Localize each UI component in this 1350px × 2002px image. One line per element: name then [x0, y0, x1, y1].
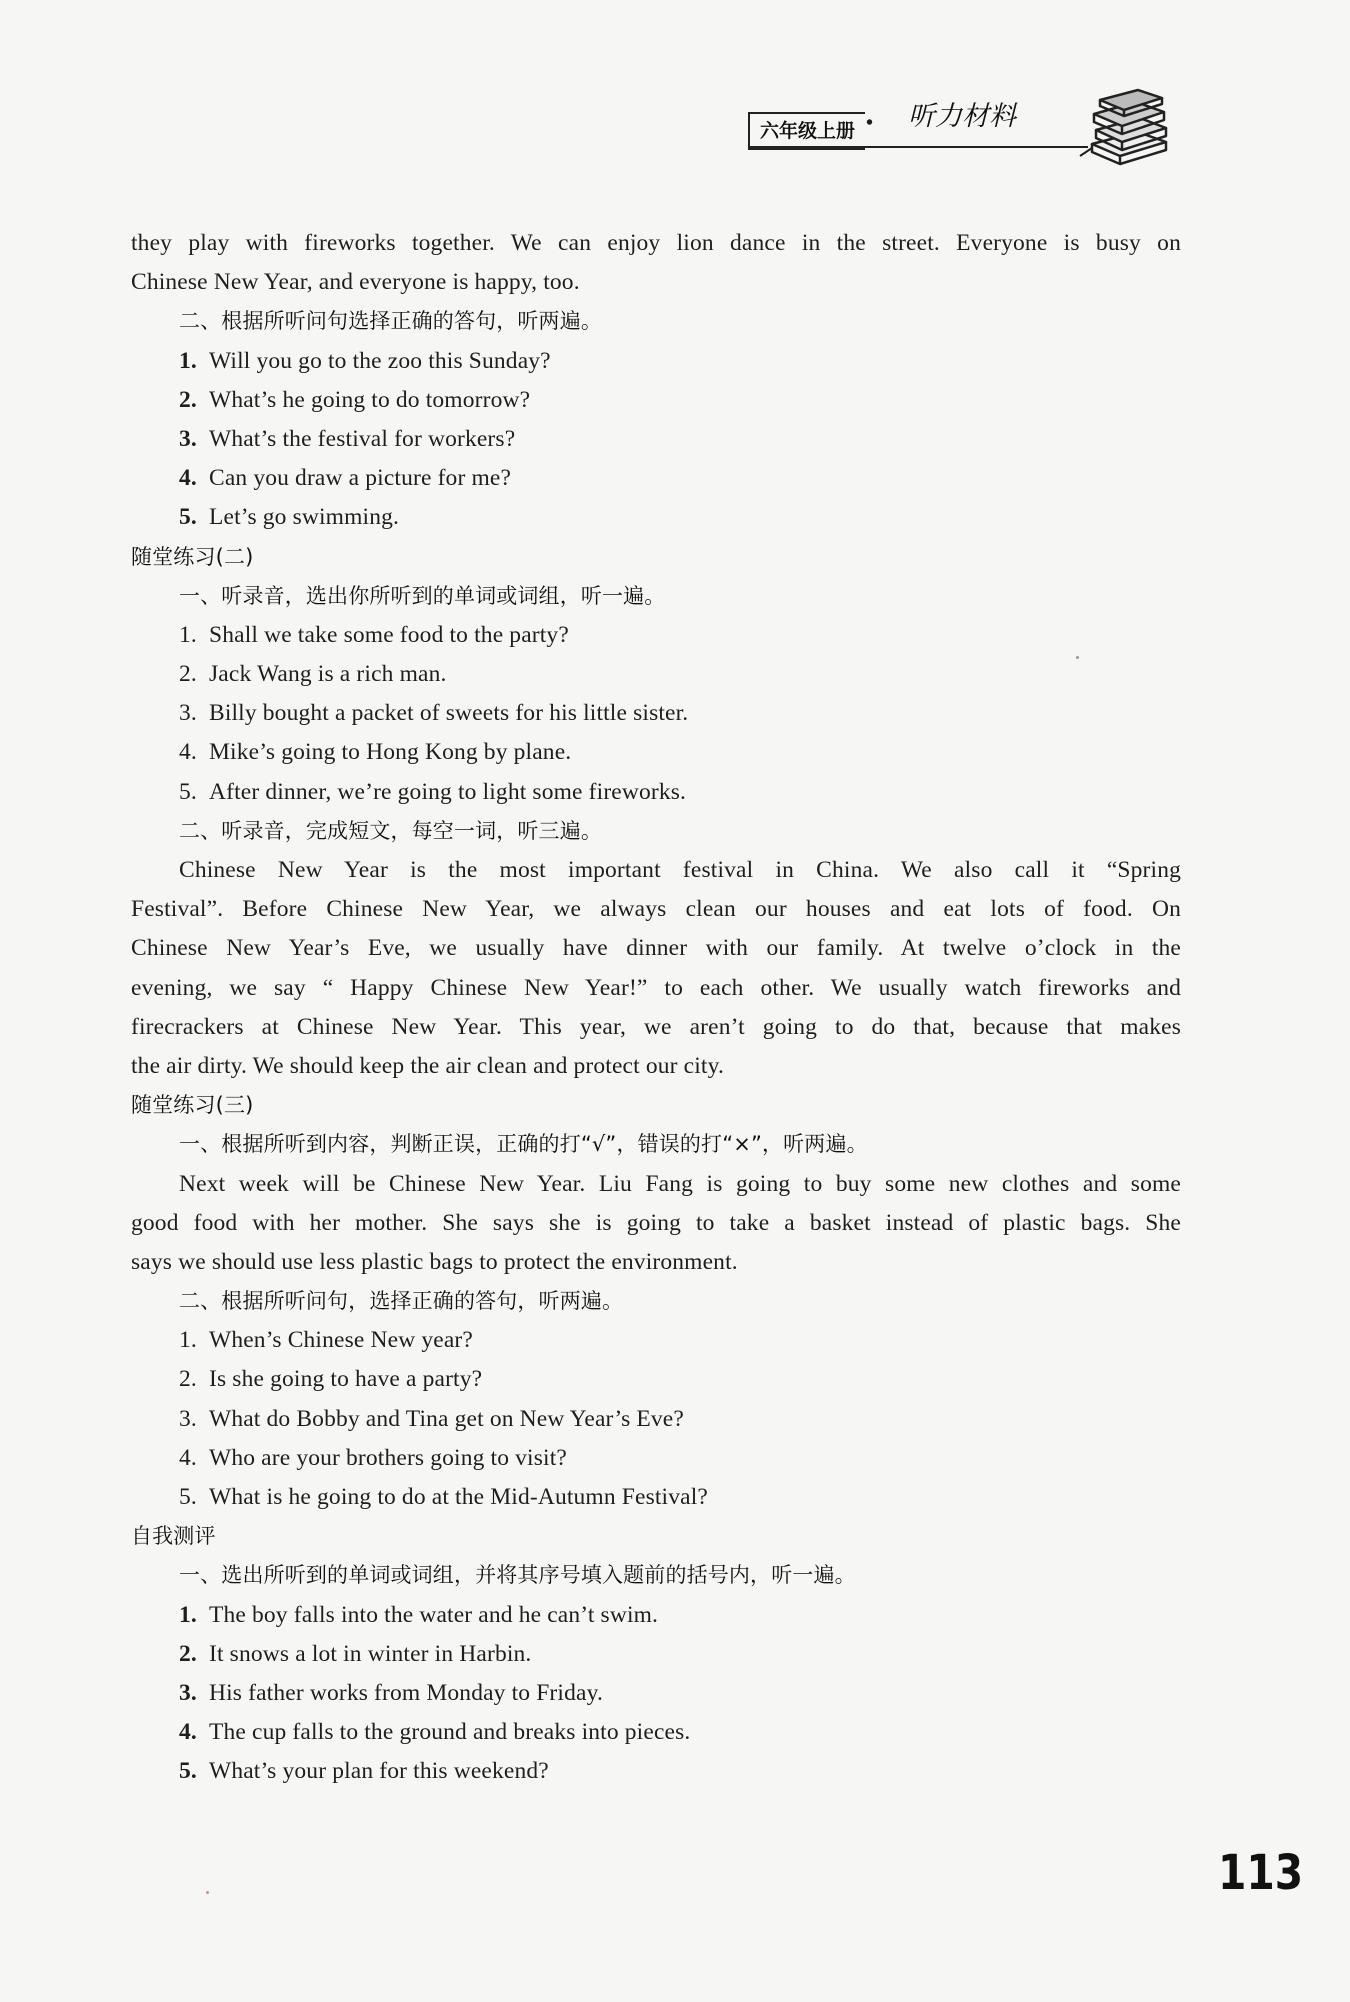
list-item	[131, 773, 1181, 812]
item-number: 2.	[179, 661, 197, 688]
paragraph-line: says we should use less plastic bags to protect the environment.	[131, 1248, 738, 1275]
list-item	[131, 1400, 1181, 1439]
item-number: 4.	[179, 465, 197, 492]
paragraph-line: firecrackers at Chinese New Year. This year, we aren’t going to do that, because that makes	[131, 1013, 1181, 1040]
item-text: What is he going to do at the Mid-Autumn Festival?	[209, 1484, 708, 1510]
exercise-instruction: 二、听录音，完成短文，每空一词，听三遍。	[179, 818, 602, 843]
item-text: What’s the festival for workers?	[209, 425, 516, 452]
section-heading: 随堂练习(二)	[131, 544, 254, 569]
list-item	[131, 1360, 1181, 1399]
item-text: After dinner, we’re going to light some fireworks.	[209, 778, 687, 805]
listening-material-text	[131, 224, 1181, 1792]
item-number: 2.	[179, 386, 197, 413]
list-item	[131, 420, 1181, 459]
exercise-instruction: 一、根据所听到内容，判断正误，正确的打“√”，错误的打“×”，听两遍。	[179, 1132, 868, 1157]
paragraph-line: Festival”. Before Chinese New Year, we always clean our houses and eat lots of food. On	[131, 896, 1181, 923]
list-item	[131, 616, 1181, 655]
grade-label: 六年级上册	[748, 112, 865, 150]
exercise-instruction: 一、选出所听到的单词或词组，并将其序号填入题前的括号内，听一遍。	[179, 1563, 856, 1588]
item-number: 1.	[179, 1601, 197, 1628]
paragraph-line: Next week will be Chinese New Year. Liu Fang is going to buy some new clothes and some	[179, 1170, 1181, 1197]
list-item	[131, 1596, 1181, 1635]
list-item	[131, 1439, 1181, 1478]
item-number: 3.	[179, 425, 197, 452]
item-text: What’s your plan for this weekend?	[209, 1758, 549, 1785]
item-number: 5.	[179, 1758, 197, 1785]
exercise-instruction: 一、听录音，选出你所听到的单词或词组，听一遍。	[179, 583, 666, 608]
item-text: Let’s go swimming.	[209, 504, 400, 531]
list-item	[131, 342, 1181, 381]
list-item	[131, 1321, 1181, 1360]
list-item	[131, 1713, 1181, 1752]
paragraph-line: Chinese New Year, and everyone is happy, too.	[131, 269, 580, 296]
item-number: 3.	[179, 700, 197, 727]
item-text: Shall we take some food to the party?	[209, 621, 569, 648]
item-text: Who are your brothers going to visit?	[209, 1444, 567, 1471]
section-heading: 自我测评	[131, 1524, 216, 1549]
exercise-instruction: 二、根据所听问句选择正确的答句，听两遍。	[179, 309, 602, 334]
item-text: What’s he going to do tomorrow?	[209, 386, 531, 413]
item-text: The cup falls to the ground and breaks into pieces.	[209, 1719, 691, 1746]
item-number: 4.	[179, 1444, 197, 1471]
item-number: 5.	[179, 1484, 197, 1510]
item-text: It snows a lot in winter in Harbin.	[209, 1640, 532, 1667]
scan-speck	[1076, 656, 1079, 659]
paragraph-line: good food with her mother. She says she is going to take a basket instead of plastic bags. She	[131, 1209, 1181, 1236]
page-header	[748, 92, 1178, 162]
item-text: Jack Wang is a rich man.	[209, 661, 447, 688]
item-number: 2.	[179, 1366, 197, 1393]
list-item	[131, 498, 1181, 537]
paragraph-line: Chinese New Year is the most important festival in China. We also call it “Spring	[179, 857, 1181, 883]
scan-speck	[206, 1891, 209, 1894]
item-text: His father works from Monday to Friday.	[209, 1679, 603, 1706]
item-number: 5.	[179, 778, 197, 805]
paragraph-line: evening, we say “ Happy Chinese New Year!” to each other. We usually watch fireworks and	[131, 974, 1181, 1001]
section-heading: 随堂练习(三)	[131, 1093, 254, 1118]
item-text: The boy falls into the water and he can’t swim.	[209, 1601, 659, 1628]
header-dot: •	[866, 112, 874, 134]
item-text: Mike’s going to Hong Kong by plane.	[209, 739, 572, 766]
item-number: 3.	[179, 1405, 197, 1432]
list-item	[131, 1478, 1181, 1517]
list-item	[131, 733, 1181, 772]
item-number: 1.	[179, 621, 197, 648]
header-rule	[748, 146, 1088, 148]
list-item	[131, 381, 1181, 420]
item-text: Will you go to the zoo this Sunday?	[209, 347, 551, 374]
item-text: Is she going to have a party?	[209, 1366, 483, 1393]
item-text: When’s Chinese New year?	[209, 1327, 473, 1354]
list-item	[131, 1635, 1181, 1674]
list-item	[131, 1674, 1181, 1713]
list-item	[131, 694, 1181, 733]
exercise-instruction: 二、根据所听问句，选择正确的答句，听两遍。	[179, 1289, 624, 1314]
item-number: 1.	[179, 1327, 197, 1354]
page-number: 113	[1218, 1845, 1304, 1901]
item-text: Can you draw a picture for me?	[209, 465, 512, 492]
item-number: 4.	[179, 739, 197, 766]
item-number: 3.	[179, 1679, 197, 1706]
item-number: 5.	[179, 504, 197, 531]
list-item	[131, 655, 1181, 694]
item-text: Billy bought a packet of sweets for his little sister.	[209, 700, 689, 727]
item-number: 1.	[179, 347, 197, 374]
stack-of-books-icon	[1078, 86, 1174, 166]
item-number: 2.	[179, 1640, 197, 1667]
paragraph-line: Chinese New Year’s Eve, we usually have dinner with our family. At twelve o’clock in the	[131, 935, 1181, 962]
paragraph-line: they play with fireworks together. We can enjoy lion dance in the street. Everyone is busy on	[131, 230, 1181, 256]
header-title: 听力材料	[908, 101, 1016, 132]
item-text: What do Bobby and Tina get on New Year’s Eve?	[209, 1405, 684, 1432]
list-item	[131, 1752, 1181, 1791]
list-item	[131, 459, 1181, 498]
paragraph-line: the air dirty. We should keep the air clean and protect our city.	[131, 1052, 724, 1079]
item-number: 4.	[179, 1719, 197, 1746]
